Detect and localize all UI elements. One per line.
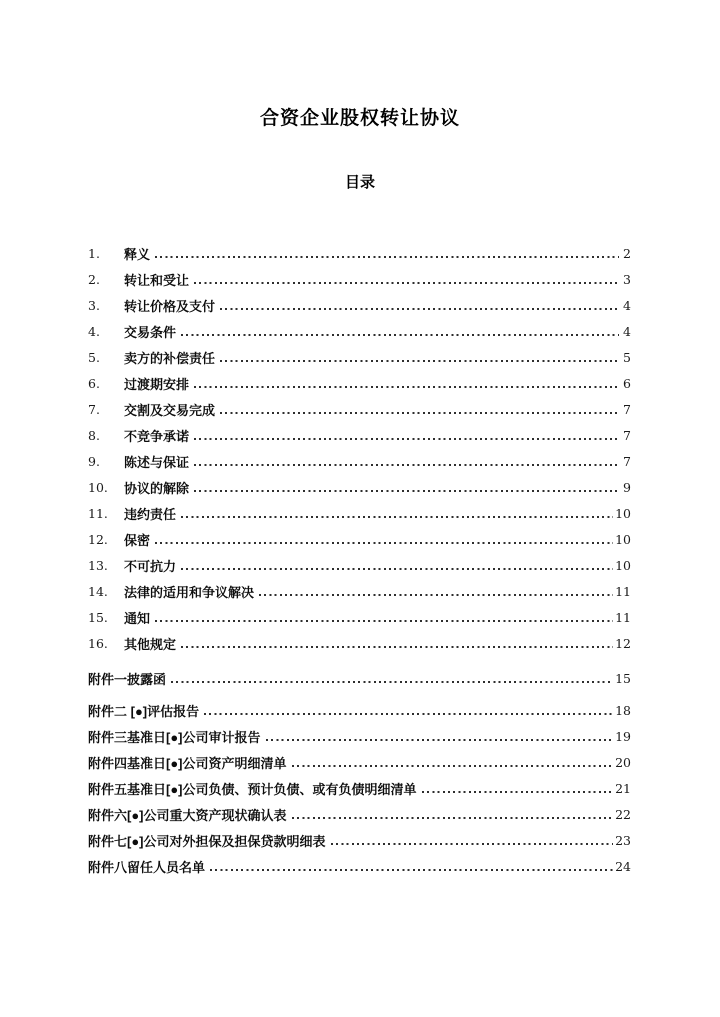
toc-numbered-list [88,240,631,656]
toc-entry [88,344,631,370]
document-title: 合资企业股权转让协议 [259,108,460,129]
toc-entry-label: 陈述与保证 [124,454,190,470]
page-number: 19 [615,728,631,744]
page-number: 18 [615,702,631,718]
toc-entry-label: 不可抗力 [124,558,177,574]
toc-entry [88,448,631,474]
toc-attachment-entry [88,723,631,749]
dotted-leader [194,282,619,284]
dotted-leader [259,594,613,596]
page-number: 10 [615,505,631,521]
toc-attachment-entry [88,697,631,723]
toc-heading: 目录 [344,174,375,191]
toc-entry [88,266,631,292]
page-number: 22 [615,806,631,822]
toc-entry-number: 2. [88,271,100,287]
toc-entry-label: 释义 [124,246,151,262]
toc-entry [88,292,631,318]
toc-entry [88,318,631,344]
toc-entry-number: 13. [88,557,108,573]
dotted-leader [194,386,619,388]
toc-attachment-entry [88,827,631,853]
toc-attachment-entry [88,665,631,691]
page-number: 6 [623,375,631,391]
toc-entry [88,526,631,552]
toc-entry-label: 附件二 [●]评估报告 [88,703,200,719]
toc-entry-number: 6. [88,375,100,391]
page-number: 9 [623,479,631,495]
toc-entry-number: 4. [88,323,100,339]
dotted-leader [181,516,613,518]
toc-entry [88,500,631,526]
toc-entry-label: 附件七[●]公司对外担保及担保贷款明细表 [88,833,326,849]
dotted-leader [292,817,614,819]
toc-entry [88,630,631,656]
dotted-leader [220,412,619,414]
dotted-leader [266,739,614,741]
dotted-leader [194,490,619,492]
toc-attachment-entry [88,749,631,775]
toc-entry-label: 附件五基准日[●]公司负债、预计负债、或有负债明细清单 [88,781,417,797]
dotted-leader [194,464,619,466]
toc-entry-number: 1. [88,245,100,261]
toc-entry-number: 8. [88,427,100,443]
toc-attachment-list [88,665,631,879]
dotted-leader [210,869,613,871]
toc-entry-label: 转让和受让 [124,272,190,288]
page-number: 7 [623,427,631,443]
dotted-leader [194,438,619,440]
dotted-leader [422,791,614,793]
toc-entry-number: 12. [88,531,108,547]
toc-entry-label: 转让价格及支付 [124,298,216,314]
toc-entry [88,578,631,604]
toc-entry-number: 5. [88,349,100,365]
page-number: 7 [623,453,631,469]
dotted-leader [171,681,613,683]
toc-entry-label: 附件四基准日[●]公司资产明细清单 [88,755,287,771]
page-number: 20 [615,754,631,770]
page-number: 4 [623,323,631,339]
toc-entry-number: 3. [88,297,100,313]
page-number: 10 [615,531,631,547]
toc-entry [88,604,631,630]
toc-entry-label: 法律的适用和争议解决 [124,584,255,600]
toc-entry-label: 违约责任 [124,506,177,522]
dotted-leader [181,646,613,648]
dotted-leader [181,568,613,570]
toc-entry-number: 16. [88,635,108,651]
toc-entry-label: 附件一披露函 [88,671,167,687]
toc-entry [88,422,631,448]
dotted-leader [155,256,619,258]
page-number: 23 [615,832,631,848]
dotted-leader [292,765,614,767]
toc-entry-label: 通知 [124,610,151,626]
toc-entry-label: 保密 [124,532,151,548]
toc-entry [88,370,631,396]
toc-entry-label: 交易条件 [124,324,177,340]
page-number: 2 [623,245,631,261]
toc-entry-number: 7. [88,401,100,417]
toc-entry-number: 10. [88,479,108,495]
dotted-leader [204,713,613,715]
dotted-leader [220,308,619,310]
dotted-leader [181,334,619,336]
page-number: 5 [623,349,631,365]
toc-entry-number: 9. [88,453,100,469]
dotted-leader [331,843,614,845]
toc-attachment-entry [88,801,631,827]
page-number: 3 [623,271,631,287]
toc-entry-label: 附件三基准日[●]公司审计报告 [88,729,261,745]
toc-entry-label: 过渡期安排 [124,376,190,392]
toc-entry [88,552,631,578]
toc-entry-label: 附件八留任人员名单 [88,859,206,875]
toc-entry-number: 14. [88,583,108,599]
dotted-leader [155,620,613,622]
page-number: 24 [615,858,631,874]
toc-entry-number: 11. [88,505,108,521]
table-of-contents [0,240,720,879]
toc-entry-label: 附件六[●]公司重大资产现状确认表 [88,807,287,823]
page-number: 7 [623,401,631,417]
page-number: 21 [615,780,631,796]
dotted-leader [220,360,619,362]
toc-attachment-entry [88,775,631,801]
toc-entry-number: 15. [88,609,108,625]
toc-attachment-entry [88,853,631,879]
toc-entry-label: 协议的解除 [124,480,190,496]
page-number: 11 [615,609,631,625]
toc-entry-label: 其他规定 [124,636,177,652]
page-number: 10 [615,557,631,573]
toc-entry-label: 卖方的补偿责任 [124,350,216,366]
toc-entry-label: 不竞争承诺 [124,428,190,444]
toc-entry [88,240,631,266]
toc-entry [88,474,631,500]
page-number: 4 [623,297,631,313]
toc-entry [88,396,631,422]
toc-entry-label: 交割及交易完成 [124,402,216,418]
page-number: 11 [615,583,631,599]
page-number: 12 [615,635,631,651]
page-number: 15 [615,670,631,686]
dotted-leader [155,542,613,544]
